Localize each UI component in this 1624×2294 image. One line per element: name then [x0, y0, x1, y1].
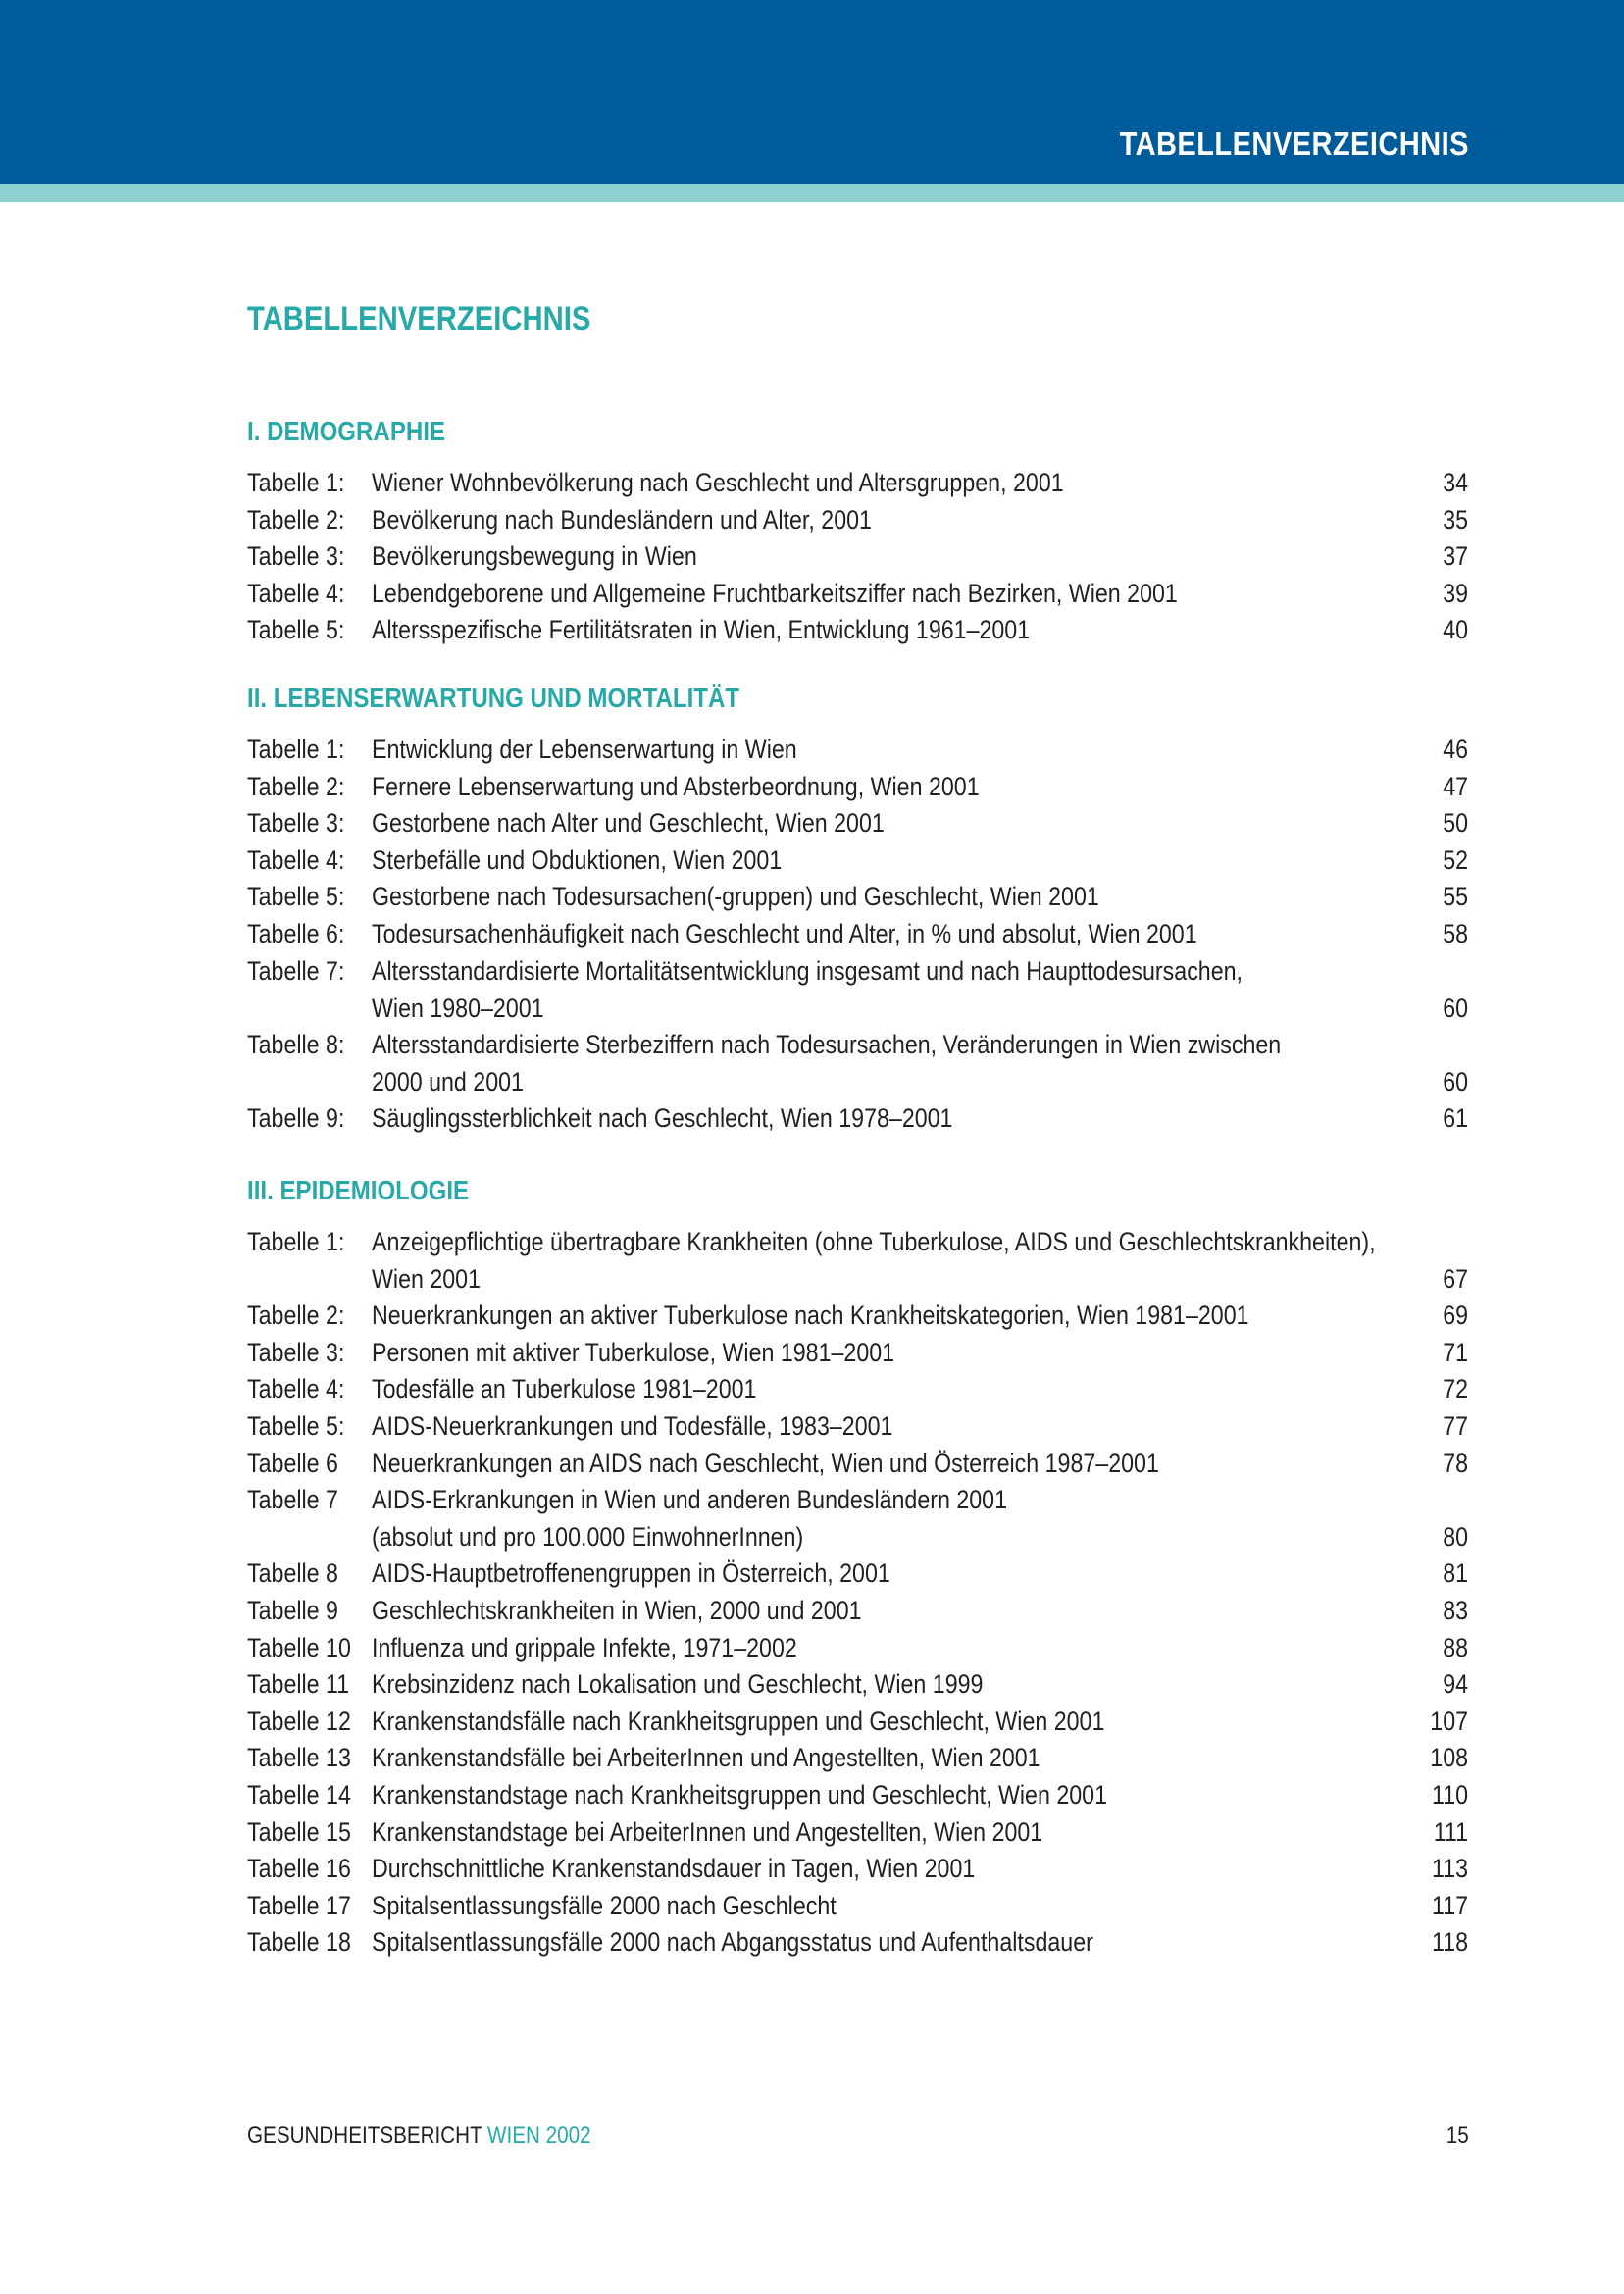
toc-entry-page: 55	[1443, 882, 1468, 911]
toc-entry-label: Tabelle 9	[247, 1596, 338, 1625]
toc-entry-page: 60	[1443, 994, 1468, 1023]
toc-entry-title-line: AIDS-Erkrankungen in Wien und anderen Bundesländern 2001	[372, 1485, 1008, 1514]
toc-entry-page: 39	[1443, 579, 1468, 608]
toc-entry-label: Tabelle 1:	[247, 468, 345, 497]
toc-entry-title	[372, 1224, 1376, 1298]
toc-entry-title	[372, 1100, 1325, 1138]
toc-entry-title-line: AIDS-Neuerkrankungen und Todesfälle, 1983–2001	[372, 1411, 893, 1441]
toc-entry-title	[372, 842, 1325, 880]
toc-entry-title-line: Durchschnittliche Krankenstandsdauer in Tagen, Wien 2001	[372, 1854, 976, 1883]
toc-entry-page: 81	[1443, 1558, 1468, 1588]
toc-entry-title	[372, 805, 1325, 842]
toc-entry-title-line: Altersspezifische Fertilitätsraten in Wien, Entwicklung 1961–2001	[372, 615, 1031, 644]
toc-entry[interactable]	[247, 1446, 1468, 1483]
section-heading: II. LEBENSERWARTUNG UND MORTALITÄT	[247, 683, 740, 713]
footer-page-number: 15	[1446, 2122, 1469, 2149]
toc-entry[interactable]	[247, 1704, 1468, 1741]
toc-entry-title-line: Neuerkrankungen an AIDS nach Geschlecht, Wien und Österreich 1987–2001	[372, 1449, 1159, 1478]
toc-entry[interactable]	[247, 1888, 1468, 1925]
toc-entry[interactable]	[247, 1740, 1468, 1777]
toc-entry-page: 80	[1443, 1522, 1468, 1552]
toc-entry-label: Tabelle 10	[247, 1633, 351, 1662]
toc-entry-label: Tabelle 1:	[247, 1227, 345, 1256]
page-title: TABELLENVERZEICHNIS	[247, 300, 591, 337]
toc-entry[interactable]	[247, 1100, 1468, 1138]
toc-entry-title-line: Entwicklung der Lebenserwartung in Wien	[372, 735, 797, 764]
toc-entry-label: Tabelle 11	[247, 1669, 350, 1699]
section-heading: III. EPIDEMIOLOGIE	[247, 1175, 470, 1205]
toc-entry-page: 67	[1443, 1264, 1468, 1294]
toc-entry-label: Tabelle 4:	[247, 579, 345, 608]
section-heading: I. DEMOGRAPHIE	[247, 416, 446, 446]
toc-entry-page: 72	[1443, 1374, 1468, 1403]
toc-entry[interactable]	[247, 1224, 1468, 1298]
toc-entry-title	[372, 1298, 1325, 1335]
toc-entry[interactable]	[247, 769, 1468, 806]
toc-entry-page: 47	[1443, 772, 1468, 801]
toc-entry-label: Tabelle 2:	[247, 772, 345, 801]
toc-entry-title	[372, 1446, 1325, 1483]
toc-entry-page: 58	[1443, 919, 1468, 948]
toc-entry-page: 71	[1443, 1338, 1468, 1367]
toc-entry-title-line: Fernere Lebenserwartung und Absterbeordnung, Wien 2001	[372, 772, 980, 801]
toc-entry[interactable]	[247, 1666, 1468, 1704]
toc-entry-title-line: Spitalsentlassungsfälle 2000 nach Abgangsstatus und Aufenthaltsdauer	[372, 1927, 1093, 1957]
toc-entry[interactable]	[247, 1851, 1468, 1888]
toc-entry-label: Tabelle 3:	[247, 1338, 345, 1367]
toc-entry-title-line: Todesfälle an Tuberkulose 1981–2001	[372, 1374, 757, 1403]
toc-entry-page: 52	[1443, 845, 1468, 875]
toc-entry-title-line: Bevölkerung nach Bundesländern und Alter, 2001	[372, 505, 872, 535]
toc-entry-label: Tabelle 8:	[247, 1030, 345, 1059]
toc-entry-page: 118	[1431, 1927, 1468, 1957]
toc-entry-label: Tabelle 3:	[247, 541, 345, 571]
toc-entry-page: 111	[1433, 1817, 1468, 1847]
toc-entry-label: Tabelle 15	[247, 1817, 351, 1847]
toc-entry-title-line: Gestorbene nach Todesursachen(-gruppen) und Geschlecht, Wien 2001	[372, 882, 1099, 911]
toc-entry-title	[372, 1371, 1325, 1408]
toc-entry-page: 108	[1430, 1743, 1468, 1772]
footer-report-year: WIEN 2002	[487, 2122, 591, 2149]
toc-entry-label: Tabelle 14	[247, 1780, 351, 1810]
toc-entry-page: 78	[1443, 1449, 1468, 1478]
toc-entry-title	[372, 1408, 1325, 1446]
toc-entry-page: 88	[1443, 1633, 1468, 1662]
toc-entry-label: Tabelle 13	[247, 1743, 351, 1772]
toc-entry[interactable]	[247, 576, 1468, 613]
toc-entry-title	[372, 1851, 1325, 1888]
toc-entry[interactable]	[247, 465, 1468, 502]
toc-entry[interactable]	[247, 1814, 1468, 1852]
toc-entry-title-line: Spitalsentlassungsfälle 2000 nach Geschlecht	[372, 1891, 837, 1920]
toc-entry-title	[372, 1482, 1325, 1555]
toc-entry-title-line: AIDS-Hauptbetroffenengruppen in Österreich, 2001	[372, 1558, 890, 1588]
toc-entry-label: Tabelle 5:	[247, 615, 345, 644]
toc-entry-title	[372, 1630, 1325, 1667]
toc-entry-title-line: Säuglingssterblichkeit nach Geschlecht, Wien 1978–2001	[372, 1103, 953, 1133]
toc-entry-page: 83	[1443, 1596, 1468, 1625]
toc-entry-title-line: Geschlechtskrankheiten in Wien, 2000 und 2001	[372, 1596, 862, 1625]
toc-entry[interactable]	[247, 538, 1468, 576]
toc-entry-title	[372, 1704, 1325, 1741]
toc-entry-title	[372, 769, 1325, 806]
footer-report-title: GESUNDHEITSBERICHT	[247, 2122, 482, 2149]
toc-entry-label: Tabelle 12	[247, 1707, 351, 1736]
toc-entry-label: Tabelle 9:	[247, 1103, 345, 1133]
toc-entry-title	[372, 916, 1325, 953]
toc-entry-title	[372, 538, 1325, 576]
toc-entry[interactable]	[247, 879, 1468, 916]
toc-entry-page: 117	[1431, 1891, 1468, 1920]
toc-entry-page: 37	[1443, 541, 1468, 571]
toc-entry-title	[372, 612, 1325, 649]
toc-entry-title-line: Neuerkrankungen an aktiver Tuberkulose nach Krankheitskategorien, Wien 1981–2001	[372, 1300, 1249, 1330]
toc-entry[interactable]	[247, 842, 1468, 880]
toc-entry[interactable]	[247, 1335, 1468, 1372]
toc-entry-page: 61	[1443, 1103, 1468, 1133]
toc-entry-title-line: Altersstandardisierte Sterbeziffern nach Todesursachen, Veränderungen in Wien zwischen	[372, 1030, 1282, 1059]
toc-entry-title	[372, 576, 1325, 613]
toc-entry-label: Tabelle 18	[247, 1927, 351, 1957]
toc-entry-page: 34	[1443, 468, 1468, 497]
toc-entry[interactable]	[247, 916, 1468, 953]
toc-entry-title	[372, 1740, 1325, 1777]
toc-entry-page: 110	[1431, 1780, 1468, 1810]
toc-entry-title-line: Wiener Wohnbevölkerung nach Geschlecht und Altersgruppen, 2001	[372, 468, 1064, 497]
toc-entry-title	[372, 879, 1325, 916]
toc-entry-label: Tabelle 5:	[247, 1411, 345, 1441]
toc-entry[interactable]	[247, 1630, 1468, 1667]
toc-entry[interactable]	[247, 1924, 1468, 1962]
toc-entry-title-line: Krankenstandsfälle nach Krankheitsgruppen und Geschlecht, Wien 2001	[372, 1707, 1105, 1736]
toc-entry-label: Tabelle 8	[247, 1558, 338, 1588]
toc-entry-title-line: Personen mit aktiver Tuberkulose, Wien 1981–2001	[372, 1338, 895, 1367]
toc-entry-page: 60	[1443, 1067, 1468, 1096]
toc-entry-title	[372, 1555, 1325, 1593]
toc-entry-label: Tabelle 2:	[247, 505, 345, 535]
header-stripe	[0, 184, 1624, 202]
toc-entry-label: Tabelle 7:	[247, 956, 345, 986]
toc-entry-title-line: Krankenstandstage nach Krankheitsgruppen und Geschlecht, Wien 2001	[372, 1780, 1107, 1810]
toc-entry-title-line: Gestorbene nach Alter und Geschlecht, Wien 2001	[372, 808, 885, 838]
toc-entry[interactable]	[247, 1408, 1468, 1446]
toc-entry[interactable]	[247, 612, 1468, 649]
toc-entry-title	[372, 1814, 1325, 1852]
toc-entry-title-line: 2000 und 2001	[372, 1066, 524, 1096]
toc-entry-label: Tabelle 7	[247, 1485, 338, 1514]
toc-entry-label: Tabelle 6	[247, 1449, 338, 1478]
toc-entry-title	[372, 1335, 1325, 1372]
toc-entry-title-line: (absolut und pro 100.000 EinwohnerInnen)	[372, 1521, 804, 1552]
toc-entry[interactable]	[247, 1555, 1468, 1593]
toc-entry[interactable]	[247, 1777, 1468, 1814]
toc-entry-title	[372, 1593, 1325, 1630]
toc-entry[interactable]	[247, 1593, 1468, 1630]
toc-entry[interactable]	[247, 1482, 1468, 1555]
toc-entry-title-line: Sterbefälle und Obduktionen, Wien 2001	[372, 845, 783, 875]
toc-entry-title	[372, 1777, 1325, 1814]
footer-report-name	[247, 2122, 591, 2150]
toc-entry-title	[372, 1666, 1325, 1704]
toc-entry-title	[372, 1888, 1325, 1925]
toc-entry-page: 69	[1443, 1300, 1468, 1330]
toc-entry-label: Tabelle 5:	[247, 882, 345, 911]
toc-entry-label: Tabelle 16	[247, 1854, 351, 1883]
toc-entry-title-line: Wien 2001	[372, 1263, 482, 1294]
toc-entry-title-line: Todesursachenhäufigkeit nach Geschlecht und Alter, in % und absolut, Wien 2001	[372, 919, 1197, 948]
toc-entry-page: 46	[1443, 735, 1468, 764]
toc-entry-title-line: Anzeigepflichtige übertragbare Krankheiten (ohne Tuberkulose, AIDS und Geschlechtskrankheiten),	[372, 1227, 1376, 1256]
toc-entry-page: 50	[1443, 808, 1468, 838]
toc-entry-label: Tabelle 2:	[247, 1300, 345, 1330]
toc-entry-label: Tabelle 17	[247, 1891, 351, 1920]
toc-entry[interactable]	[247, 732, 1468, 769]
toc-entry-page: 35	[1443, 505, 1468, 535]
toc-entry-title-line: Krebsinzidenz nach Lokalisation und Geschlecht, Wien 1999	[372, 1669, 984, 1699]
toc-entry-title-line: Krankenstandsfälle bei ArbeiterInnen und Angestellten, Wien 2001	[372, 1743, 1040, 1772]
toc-entry-page: 77	[1443, 1411, 1468, 1441]
toc-entry-page: 113	[1431, 1854, 1468, 1883]
toc-entry-title-line: Lebendgeborene und Allgemeine Fruchtbarkeitsziffer nach Bezirken, Wien 2001	[372, 579, 1178, 608]
toc-entry[interactable]	[247, 805, 1468, 842]
toc-entry[interactable]	[247, 502, 1468, 539]
toc-entry[interactable]	[247, 1027, 1468, 1100]
toc-entry-label: Tabelle 4:	[247, 1374, 345, 1403]
toc-entry[interactable]	[247, 953, 1468, 1027]
toc-entry-title	[372, 1027, 1325, 1100]
toc-entry-title-line: Krankenstandstage bei ArbeiterInnen und Angestellten, Wien 2001	[372, 1817, 1043, 1847]
toc-entry-title-line: Altersstandardisierte Mortalitätsentwicklung insgesamt und nach Haupttodesursachen,	[372, 956, 1243, 986]
toc-entry-page: 94	[1443, 1669, 1468, 1699]
toc-entry-title-line: Bevölkerungsbewegung in Wien	[372, 541, 697, 571]
toc-entry[interactable]	[247, 1298, 1468, 1335]
toc-entry-title-line: Influenza und grippale Infekte, 1971–2002	[372, 1633, 797, 1662]
toc-entry[interactable]	[247, 1371, 1468, 1408]
toc-entry-label: Tabelle 3:	[247, 808, 345, 838]
toc-entry-title	[372, 502, 1325, 539]
running-header-title: TABELLENVERZEICHNIS	[1119, 126, 1469, 162]
toc-entry-page: 40	[1443, 615, 1468, 644]
toc-entry-title	[372, 732, 1325, 769]
toc-entry-title	[372, 953, 1325, 1027]
toc-entry-label: Tabelle 6:	[247, 919, 345, 948]
toc-entry-title-line: Wien 1980–2001	[372, 993, 544, 1023]
toc-entry-page: 107	[1430, 1707, 1468, 1736]
toc-entry-title	[372, 465, 1325, 502]
toc-entry-title	[372, 1924, 1325, 1962]
toc-entry-label: Tabelle 4:	[247, 845, 345, 875]
toc-entry-label: Tabelle 1:	[247, 735, 345, 764]
